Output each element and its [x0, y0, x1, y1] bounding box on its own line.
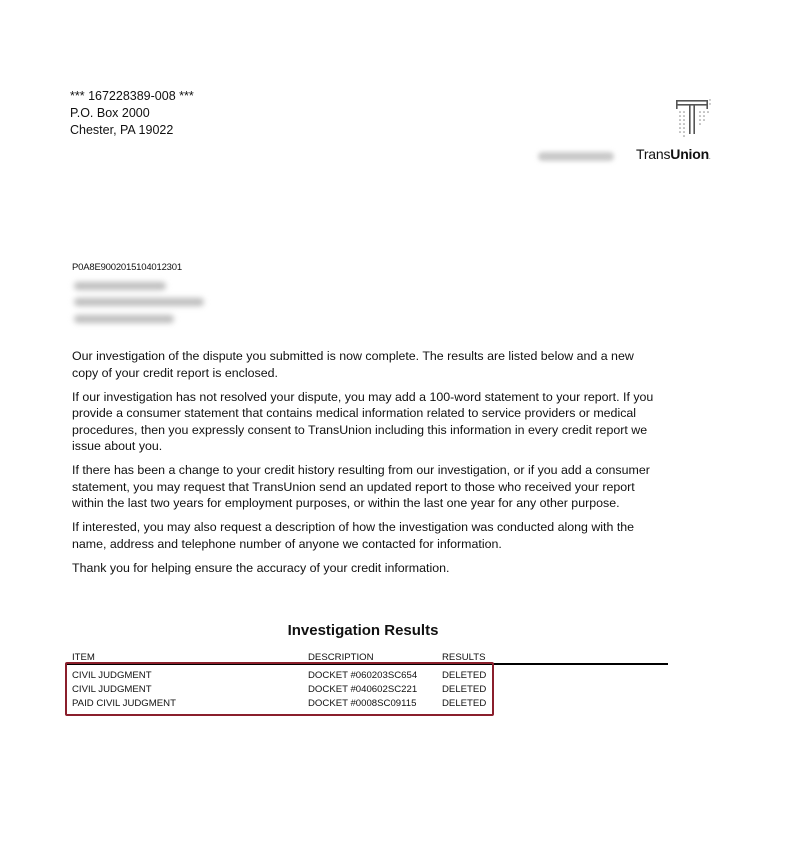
- body-paragraph: Thank you for helping ensure the accuracy of your credit information.: [72, 560, 450, 575]
- redacted-line: [74, 298, 204, 306]
- transunion-logo-icon: [672, 98, 712, 142]
- transunion-logo: [636, 98, 726, 168]
- reference-code: P0A8E9002015104012301: [72, 262, 182, 273]
- header-description: DESCRIPTION: [308, 652, 374, 663]
- transunion-wordmark: [636, 146, 710, 162]
- redacted-line: [74, 282, 166, 290]
- sender-id-line: *** 167228389-008 ***: [70, 89, 194, 103]
- sender-city: Chester, PA 19022: [70, 123, 174, 137]
- header-results: RESULTS: [442, 652, 486, 663]
- row-item: CIVIL JUDGMENT: [72, 684, 152, 695]
- header-item: ITEM: [72, 652, 95, 663]
- redacted-line: [74, 315, 174, 323]
- deleted-items-highlight: [65, 662, 494, 716]
- row-description: DOCKET #040602SC221: [308, 684, 418, 695]
- body-paragraph: If there has been a change to your credit history resulting from our investigation, or if you add a consumer statement, you may request that TransUnion send an updated report to those who received your report within the last two years for employment purposes, or within the last one year for any other purpose.: [72, 463, 650, 510]
- letter-body: [72, 348, 662, 584]
- body-paragraph: Our investigation of the dispute you submitted is now complete. The results are listed below and a new copy of your credit report is enclosed.: [72, 349, 634, 380]
- row-result: DELETED: [442, 684, 487, 695]
- logo-trans: Trans: [636, 146, 671, 162]
- logo-union: Union: [670, 146, 709, 162]
- sender-po-box: P.O. Box 2000: [70, 106, 150, 120]
- logo-mark: .: [708, 155, 711, 161]
- redacted-date: [538, 152, 614, 161]
- row-result: DELETED: [442, 698, 487, 709]
- results-title: Investigation Results: [287, 622, 439, 639]
- row-item: PAID CIVIL JUDGMENT: [72, 698, 176, 709]
- body-paragraph: If interested, you may also request a description of how the investigation was conducted along with the name, address and telephone number of anyone we contacted for information.: [72, 520, 635, 551]
- sender-address: [70, 88, 194, 139]
- row-result: DELETED: [442, 670, 487, 681]
- row-description: DOCKET #0008SC09115: [308, 698, 417, 709]
- row-description: DOCKET #060203SC654: [308, 670, 418, 681]
- body-paragraph: If our investigation has not resolved your dispute, you may add a 100-word statement to your report. If you provide a consumer statement that contains medical information related to service providers or medical procedures, then you expressly consent to TransUnion including this information in every credit report we issue about you.: [72, 389, 654, 453]
- row-item: CIVIL JUDGMENT: [72, 670, 152, 681]
